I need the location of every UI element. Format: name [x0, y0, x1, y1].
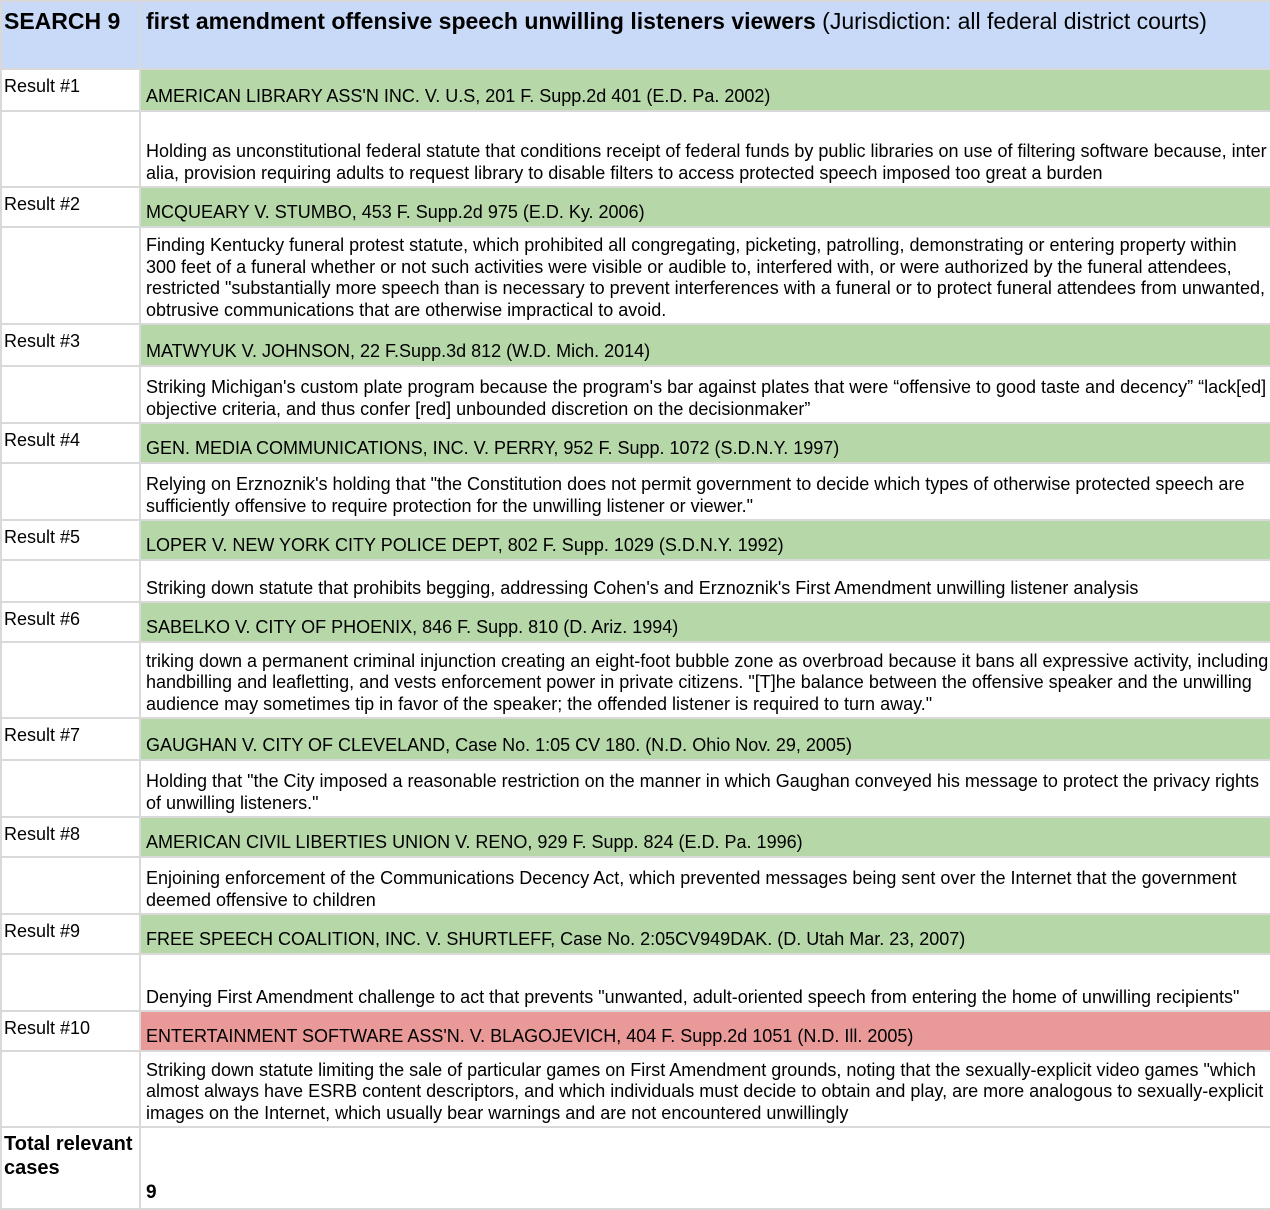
total-value: 9	[140, 1127, 1270, 1209]
result-case-row	[1, 914, 1270, 954]
result-description-row	[1, 1051, 1270, 1127]
case-description: Holding that "the City imposed a reasonable restriction on the manner in which Gaughan conveyed his message to protect the privacy rights of unwilling listeners."	[140, 760, 1270, 817]
case-citation: SABELKO V. CITY OF PHOENIX, 846 F. Supp. 810 (D. Ariz. 1994)	[140, 602, 1270, 642]
empty-label-cell	[1, 954, 140, 1011]
empty-label-cell	[1, 560, 140, 602]
result-description-row	[1, 366, 1270, 423]
case-citation: GAUGHAN V. CITY OF CLEVELAND, Case No. 1:05 CV 180. (N.D. Ohio Nov. 29, 2005)	[140, 718, 1270, 760]
result-label: Result #1	[1, 69, 140, 111]
result-description-row	[1, 642, 1270, 718]
result-description-row	[1, 954, 1270, 1011]
case-description: Enjoining enforcement of the Communications Decency Act, which prevented messages being sent over the Internet that the government deemed offensive to children	[140, 857, 1270, 914]
result-label: Result #9	[1, 914, 140, 954]
case-description: Relying on Erznoznik's holding that "the Constitution does not permit government to decide which types of otherwise protected speech are sufficiently offensive to require protection for the unwilling listener or viewer."	[140, 463, 1270, 520]
case-citation: LOPER V. NEW YORK CITY POLICE DEPT, 802 F. Supp. 1029 (S.D.N.Y. 1992)	[140, 520, 1270, 560]
result-description-row	[1, 760, 1270, 817]
case-description: Striking down statute that prohibits begging, addressing Cohen's and Erznoznik's First Amendment unwilling listener analysis	[140, 560, 1270, 602]
results-body	[1, 69, 1270, 1127]
case-citation: MATWYUK V. JOHNSON, 22 F.Supp.3d 812 (W.D. Mich. 2014)	[140, 324, 1270, 366]
empty-label-cell	[1, 857, 140, 914]
search-label: SEARCH 9	[1, 1, 140, 69]
result-description-row	[1, 857, 1270, 914]
result-label: Result #3	[1, 324, 140, 366]
result-case-row	[1, 1011, 1270, 1051]
empty-label-cell	[1, 642, 140, 718]
case-description: triking down a permanent criminal injunction creating an eight-foot bubble zone as overbroad because it bans all expressive activity, including handbilling and leafletting, and vests enforcement power in private citizens. "[T]he balance between the offensive speaker and the unwilling audience may sometimes tip in favor of the speaker; the offended listener is required to turn away."	[140, 642, 1270, 718]
case-citation: FREE SPEECH COALITION, INC. V. SHURTLEFF, Case No. 2:05CV949DAK. (D. Utah Mar. 23, 2007)	[140, 914, 1270, 954]
result-description-row	[1, 560, 1270, 602]
case-description: Holding as unconstitutional federal statute that conditions receipt of federal funds by public libraries on use of filtering software because, inter alia, provision requiring adults to request library to disable filters to access protected speech imposed too great a burden	[140, 111, 1270, 187]
result-label: Result #8	[1, 817, 140, 857]
case-citation: MCQUEARY V. STUMBO, 453 F. Supp.2d 975 (E.D. Ky. 2006)	[140, 187, 1270, 227]
result-case-row	[1, 187, 1270, 227]
result-label: Result #10	[1, 1011, 140, 1051]
case-description: Denying First Amendment challenge to act that prevents "unwanted, adult-oriented speech from entering the home of unwilling recipients"	[140, 954, 1270, 1011]
empty-label-cell	[1, 111, 140, 187]
result-case-row	[1, 718, 1270, 760]
search-jurisdiction: (Jurisdiction: all federal district courts)	[822, 8, 1207, 34]
case-citation: GEN. MEDIA COMMUNICATIONS, INC. V. PERRY, 952 F. Supp. 1072 (S.D.N.Y. 1997)	[140, 423, 1270, 463]
search-query-cell	[140, 1, 1270, 69]
result-case-row	[1, 520, 1270, 560]
case-description: Finding Kentucky funeral protest statute, which prohibited all congregating, picketing, patrolling, demonstrating or entering property within 300 feet of a funeral whether or not such activities were visible or audible to, interfered with, or were authorized by the funeral attendees, restricted "substantially more speech than is necessary to prevent interferences with a funeral or to protect funeral attendees from unwanted, obtrusive communications that are otherwise impractical to avoid.	[140, 227, 1270, 324]
result-label: Result #6	[1, 602, 140, 642]
result-case-row	[1, 423, 1270, 463]
total-row	[1, 1127, 1270, 1209]
result-description-row	[1, 111, 1270, 187]
result-label: Result #2	[1, 187, 140, 227]
result-case-row	[1, 69, 1270, 111]
result-description-row	[1, 227, 1270, 324]
result-case-row	[1, 602, 1270, 642]
result-case-row	[1, 817, 1270, 857]
result-label: Result #7	[1, 718, 140, 760]
result-description-row	[1, 463, 1270, 520]
search-header-row	[1, 1, 1270, 69]
search-query: first amendment offensive speech unwilling listeners viewers	[146, 8, 816, 34]
empty-label-cell	[1, 760, 140, 817]
case-citation: AMERICAN CIVIL LIBERTIES UNION V. RENO, 929 F. Supp. 824 (E.D. Pa. 1996)	[140, 817, 1270, 857]
empty-label-cell	[1, 366, 140, 423]
case-citation: AMERICAN LIBRARY ASS'N INC. V. U.S, 201 F. Supp.2d 401 (E.D. Pa. 2002)	[140, 69, 1270, 111]
empty-label-cell	[1, 1051, 140, 1127]
case-description: Striking Michigan's custom plate program because the program's bar against plates that were “offensive to good taste and decency” “lack[ed] objective criteria, and thus confer [red] unbounded discretion on the decisionmaker”	[140, 366, 1270, 423]
result-label: Result #5	[1, 520, 140, 560]
total-label: Total relevant cases	[1, 1127, 140, 1209]
result-case-row	[1, 324, 1270, 366]
empty-label-cell	[1, 227, 140, 324]
case-description: Striking down statute limiting the sale of particular games on First Amendment grounds, noting that the sexually-explicit video games "which almost always have ESRB content descriptors, and which individuals must decide to obtain and play, are more analogous to sexually-explicit images on the Internet, which usually bear warnings and are not encountered unwillingly	[140, 1051, 1270, 1127]
empty-label-cell	[1, 463, 140, 520]
case-citation: ENTERTAINMENT SOFTWARE ASS'N. V. BLAGOJEVICH, 404 F. Supp.2d 1051 (N.D. Ill. 2005)	[140, 1011, 1270, 1051]
result-label: Result #4	[1, 423, 140, 463]
